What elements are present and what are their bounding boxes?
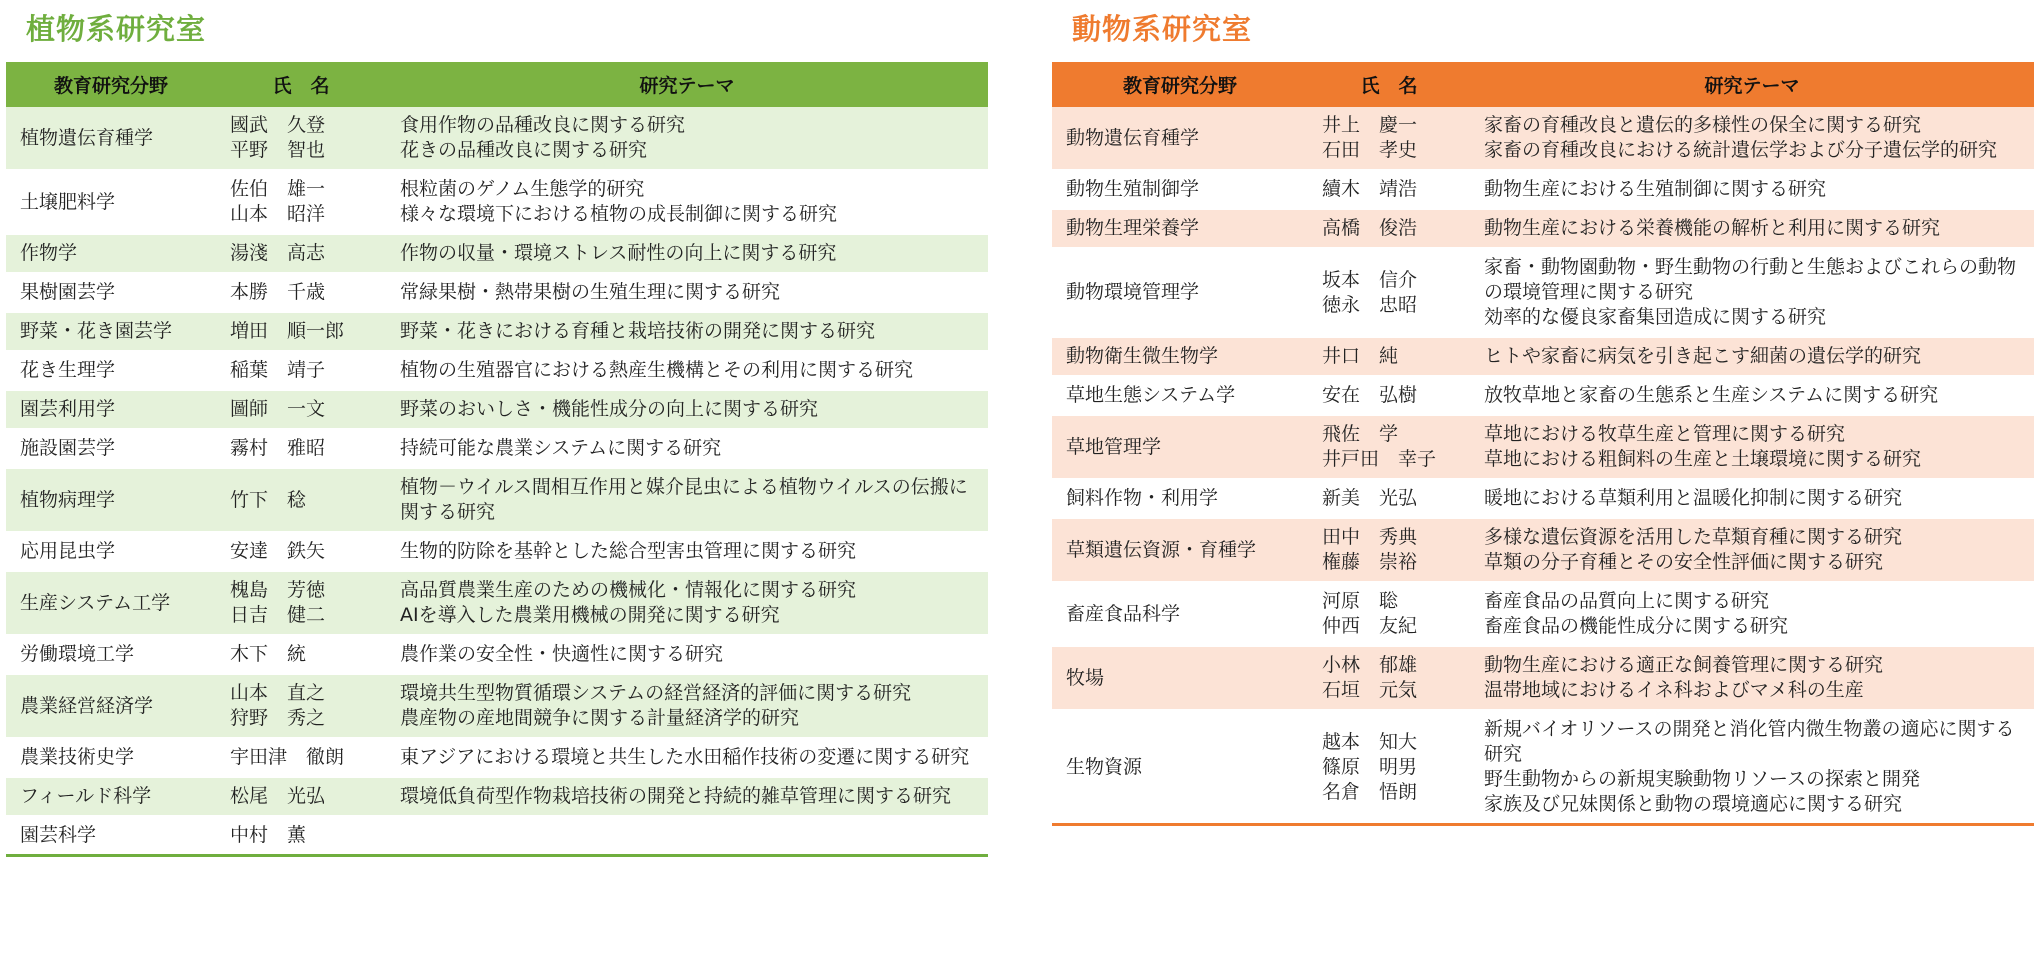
research-theme: 高品質農業生産のための機械化・情報化に関する研究 bbox=[400, 579, 857, 601]
research-theme: 農産物の産地間競争に関する計量経済学的研究 bbox=[400, 707, 800, 729]
animal-lab-table bbox=[1052, 62, 2034, 826]
member-name: 石垣 元気 bbox=[1322, 679, 1418, 701]
field-cell: 作物学 bbox=[6, 234, 216, 273]
member-name: 木下 統 bbox=[230, 643, 307, 665]
name-cell bbox=[1308, 248, 1470, 337]
name-cell bbox=[216, 351, 386, 390]
field-cell: 労働環境工学 bbox=[6, 635, 216, 674]
theme-cell bbox=[1470, 376, 2034, 415]
member-name: 平野 智也 bbox=[230, 139, 326, 161]
table-row bbox=[1052, 518, 2034, 582]
name-cell bbox=[216, 468, 386, 532]
header-name: 氏 名 bbox=[1308, 62, 1470, 107]
field-cell: 飼料作物・利用学 bbox=[1052, 479, 1308, 518]
theme-cell bbox=[386, 532, 988, 571]
name-cell bbox=[1308, 710, 1470, 825]
table-row bbox=[6, 107, 988, 170]
table-row bbox=[1052, 415, 2034, 479]
header-theme: 研究テーマ bbox=[386, 62, 988, 107]
theme-cell bbox=[1470, 518, 2034, 582]
field-cell: 動物衛生微生物学 bbox=[1052, 337, 1308, 376]
plant-lab-table bbox=[6, 62, 988, 857]
table-row bbox=[6, 635, 988, 674]
research-theme: 生物的防除を基幹とした総合型害虫管理に関する研究 bbox=[400, 540, 857, 562]
table-header-row bbox=[6, 62, 988, 107]
member-name: 續木 靖浩 bbox=[1322, 178, 1418, 200]
field-cell: 草地管理学 bbox=[1052, 415, 1308, 479]
research-theme: 環境共生型物質循環システムの経営経済的評価に関する研究 bbox=[400, 682, 912, 704]
table-header-row bbox=[1052, 62, 2034, 107]
member-name: 佐伯 雄一 bbox=[230, 178, 326, 200]
table-row bbox=[6, 429, 988, 468]
member-name: 國武 久登 bbox=[230, 114, 326, 136]
member-name: 霧村 雅昭 bbox=[230, 437, 326, 459]
name-cell bbox=[1308, 582, 1470, 646]
research-theme: 持続可能な農業システムに関する研究 bbox=[400, 437, 722, 459]
research-theme: 動物生産における適正な飼養管理に関する研究 bbox=[1484, 654, 1884, 676]
research-theme: 暖地における草類利用と温暖化抑制に関する研究 bbox=[1484, 487, 1903, 509]
table-row bbox=[6, 571, 988, 635]
research-theme: 食用作物の品種改良に関する研究 bbox=[400, 114, 686, 136]
field-cell: 施設園芸学 bbox=[6, 429, 216, 468]
plant-section-title: 植物系研究室 bbox=[26, 12, 207, 46]
member-name: 湯淺 高志 bbox=[230, 242, 326, 264]
name-cell bbox=[1308, 337, 1470, 376]
field-cell: 動物生理栄養学 bbox=[1052, 209, 1308, 248]
theme-cell bbox=[386, 635, 988, 674]
field-cell: 草類遺伝資源・育種学 bbox=[1052, 518, 1308, 582]
field-cell: フィールド科学 bbox=[6, 777, 216, 816]
name-cell bbox=[1308, 646, 1470, 710]
name-cell bbox=[216, 635, 386, 674]
theme-cell bbox=[1470, 209, 2034, 248]
table-row bbox=[1052, 107, 2034, 170]
animal-section-title: 動物系研究室 bbox=[1072, 12, 1253, 46]
field-cell: 農業技術史学 bbox=[6, 738, 216, 777]
name-cell bbox=[216, 777, 386, 816]
member-name: 増田 順一郎 bbox=[230, 320, 345, 342]
name-cell bbox=[216, 532, 386, 571]
member-name: 圖師 一文 bbox=[230, 398, 326, 420]
table-row bbox=[1052, 376, 2034, 415]
table-row bbox=[6, 816, 988, 856]
member-name: 越本 知大 bbox=[1322, 730, 1418, 753]
member-name: 井口 純 bbox=[1322, 345, 1399, 367]
theme-cell bbox=[386, 107, 988, 170]
theme-cell bbox=[1470, 337, 2034, 376]
field-cell: 生産システム工学 bbox=[6, 571, 216, 635]
member-name: 槐島 芳徳 bbox=[230, 579, 326, 601]
theme-cell bbox=[386, 738, 988, 777]
table-row bbox=[6, 390, 988, 429]
member-name: 日吉 健二 bbox=[230, 604, 326, 626]
name-cell bbox=[1308, 479, 1470, 518]
research-theme: 作物の収量・環境ストレス耐性の向上に関する研究 bbox=[400, 242, 837, 264]
table-row bbox=[6, 532, 988, 571]
research-theme: 植物－ウイルス間相互作用と媒介昆虫による植物ウイルスの伝搬に関する研究 bbox=[400, 476, 968, 523]
header-field: 教育研究分野 bbox=[1052, 62, 1308, 107]
header-name: 氏 名 bbox=[216, 62, 386, 107]
research-theme: AIを導入した農業用機械の開発に関する研究 bbox=[400, 604, 780, 626]
field-cell: 園芸利用学 bbox=[6, 390, 216, 429]
field-cell: 野菜・花き園芸学 bbox=[6, 312, 216, 351]
theme-cell bbox=[386, 777, 988, 816]
research-theme: 常緑果樹・熱帯果樹の生殖生理に関する研究 bbox=[400, 281, 781, 303]
research-theme: 野菜のおいしさ・機能性成分の向上に関する研究 bbox=[400, 398, 819, 420]
table-row bbox=[1052, 248, 2034, 337]
member-name: 権藤 崇裕 bbox=[1322, 551, 1418, 573]
research-theme: 家族及び兄妹関係と動物の環境適応に関する研究 bbox=[1484, 793, 1903, 815]
member-name: 徳永 忠昭 bbox=[1322, 293, 1418, 316]
animal-table-body bbox=[1052, 107, 2034, 825]
theme-cell bbox=[1470, 479, 2034, 518]
header-field: 教育研究分野 bbox=[6, 62, 216, 107]
theme-cell bbox=[1470, 710, 2034, 825]
field-cell: 牧場 bbox=[1052, 646, 1308, 710]
theme-cell bbox=[386, 468, 988, 532]
field-cell: 動物遺伝育種学 bbox=[1052, 107, 1308, 170]
research-theme: 根粒菌のゲノム生態学的研究 bbox=[400, 178, 645, 200]
field-cell: 応用昆虫学 bbox=[6, 532, 216, 571]
header-theme: 研究テーマ bbox=[1470, 62, 2034, 107]
table-row bbox=[6, 738, 988, 777]
table-row bbox=[6, 674, 988, 738]
field-cell: 園芸科学 bbox=[6, 816, 216, 856]
field-cell: 植物病理学 bbox=[6, 468, 216, 532]
member-name: 安達 鉄矢 bbox=[230, 540, 326, 562]
theme-cell bbox=[386, 234, 988, 273]
table-row bbox=[1052, 710, 2034, 825]
name-cell bbox=[216, 312, 386, 351]
name-cell bbox=[216, 234, 386, 273]
field-cell: 農業経営経済学 bbox=[6, 674, 216, 738]
name-cell bbox=[216, 273, 386, 312]
research-theme: 東アジアにおける環境と共生した水田稲作技術の変遷に関する研究 bbox=[400, 746, 970, 768]
table-row bbox=[6, 351, 988, 390]
research-theme: 家畜の育種改良と遺伝的多様性の保全に関する研究 bbox=[1484, 114, 1922, 136]
member-name: 名倉 悟朗 bbox=[1322, 780, 1418, 803]
member-name: 坂本 信介 bbox=[1322, 268, 1418, 291]
theme-cell bbox=[386, 390, 988, 429]
theme-cell bbox=[386, 429, 988, 468]
name-cell bbox=[1308, 376, 1470, 415]
member-name: 新美 光弘 bbox=[1322, 487, 1418, 509]
research-theme: 放牧草地と家畜の生態系と生産システムに関する研究 bbox=[1484, 384, 1939, 406]
theme-cell bbox=[386, 571, 988, 635]
member-name: 河原 聡 bbox=[1322, 590, 1399, 612]
name-cell bbox=[216, 429, 386, 468]
research-theme: ヒトや家畜に病気を引き起こす細菌の遺伝学的研究 bbox=[1484, 345, 1922, 367]
field-cell: 果樹園芸学 bbox=[6, 273, 216, 312]
research-theme: 動物生産における栄養機能の解析と利用に関する研究 bbox=[1484, 217, 1941, 239]
table-row bbox=[6, 468, 988, 532]
member-name: 山本 直之 bbox=[230, 682, 326, 704]
table-row bbox=[1052, 479, 2034, 518]
plant-table-body bbox=[6, 107, 988, 856]
theme-cell bbox=[1470, 248, 2034, 337]
member-name: 田中 秀典 bbox=[1322, 526, 1418, 548]
theme-cell bbox=[1470, 107, 2034, 170]
member-name: 井上 慶一 bbox=[1322, 114, 1418, 136]
field-cell: 花き生理学 bbox=[6, 351, 216, 390]
theme-cell bbox=[1470, 582, 2034, 646]
theme-cell bbox=[1470, 646, 2034, 710]
member-name: 安在 弘樹 bbox=[1322, 384, 1418, 406]
theme-cell bbox=[386, 312, 988, 351]
member-name: 井戸田 幸子 bbox=[1322, 448, 1437, 470]
theme-cell bbox=[386, 816, 988, 856]
member-name: 宇田津 徹朗 bbox=[230, 746, 345, 768]
field-cell: 生物資源 bbox=[1052, 710, 1308, 825]
research-theme: 草地における粗飼料の生産と土壌環境に関する研究 bbox=[1484, 448, 1922, 470]
field-cell: 草地生態システム学 bbox=[1052, 376, 1308, 415]
research-theme: 畜産食品の品質向上に関する研究 bbox=[1484, 590, 1770, 612]
research-theme: 草地における牧草生産と管理に関する研究 bbox=[1484, 423, 1846, 445]
table-row bbox=[1052, 582, 2034, 646]
research-theme: 様々な環境下における植物の成長制御に関する研究 bbox=[400, 203, 838, 225]
research-theme: 植物の生殖器官における熱産生機構とその利用に関する研究 bbox=[400, 359, 914, 381]
name-cell bbox=[1308, 209, 1470, 248]
table-row bbox=[1052, 337, 2034, 376]
member-name: 山本 昭洋 bbox=[230, 203, 326, 225]
table-row bbox=[1052, 170, 2034, 209]
name-cell bbox=[216, 107, 386, 170]
table-row bbox=[6, 234, 988, 273]
member-name: 竹下 稔 bbox=[230, 488, 307, 511]
field-cell: 植物遺伝育種学 bbox=[6, 107, 216, 170]
member-name: 小林 郁雄 bbox=[1322, 654, 1418, 676]
name-cell bbox=[216, 170, 386, 234]
member-name: 石田 孝史 bbox=[1322, 139, 1418, 161]
research-theme: 温帯地域におけるイネ科およびマメ科の生産 bbox=[1484, 679, 1864, 701]
table-row bbox=[6, 170, 988, 234]
member-name: 稲葉 靖子 bbox=[230, 359, 326, 381]
member-name: 松尾 光弘 bbox=[230, 785, 326, 807]
name-cell bbox=[216, 571, 386, 635]
theme-cell bbox=[386, 170, 988, 234]
member-name: 中村 薫 bbox=[230, 824, 307, 846]
member-name: 狩野 秀之 bbox=[230, 707, 326, 729]
name-cell bbox=[216, 390, 386, 429]
name-cell bbox=[1308, 107, 1470, 170]
theme-cell bbox=[386, 674, 988, 738]
field-cell: 動物環境管理学 bbox=[1052, 248, 1308, 337]
table-row bbox=[1052, 209, 2034, 248]
research-theme: 野菜・花きにおける育種と栽培技術の開発に関する研究 bbox=[400, 320, 876, 342]
research-theme: 効率的な優良家畜集団造成に関する研究 bbox=[1484, 306, 1827, 328]
field-cell: 土壌肥料学 bbox=[6, 170, 216, 234]
member-name: 飛佐 学 bbox=[1322, 423, 1399, 445]
research-theme: 動物生産における生殖制御に関する研究 bbox=[1484, 178, 1827, 200]
theme-cell bbox=[386, 351, 988, 390]
theme-cell bbox=[1470, 170, 2034, 209]
table-row bbox=[1052, 646, 2034, 710]
theme-cell bbox=[1470, 415, 2034, 479]
research-theme: 家畜の育種改良における統計遺伝学および分子遺伝学的研究 bbox=[1484, 139, 1998, 161]
member-name: 高橋 俊浩 bbox=[1322, 217, 1418, 239]
theme-cell bbox=[386, 273, 988, 312]
name-cell bbox=[1308, 415, 1470, 479]
name-cell bbox=[1308, 518, 1470, 582]
research-theme: 家畜・動物園動物・野生動物の行動と生態およびこれらの動物の環境管理に関する研究 bbox=[1484, 256, 2017, 303]
table-row bbox=[6, 777, 988, 816]
field-cell: 動物生殖制御学 bbox=[1052, 170, 1308, 209]
member-name: 仲西 友紀 bbox=[1322, 615, 1418, 637]
research-theme: 多様な遺伝資源を活用した草類育種に関する研究 bbox=[1484, 526, 1903, 548]
research-theme: 草類の分子育種とその安全性評価に関する研究 bbox=[1484, 551, 1884, 573]
member-name: 本勝 千歳 bbox=[230, 281, 326, 303]
table-row bbox=[6, 312, 988, 351]
field-cell: 畜産食品科学 bbox=[1052, 582, 1308, 646]
name-cell bbox=[216, 738, 386, 777]
research-theme: 農作業の安全性・快適性に関する研究 bbox=[400, 643, 724, 665]
research-theme: 環境低負荷型作物栽培技術の開発と持続的雑草管理に関する研究 bbox=[400, 785, 952, 807]
research-theme: 野生動物からの新規実験動物リソースの探索と開発 bbox=[1484, 768, 1921, 790]
name-cell bbox=[216, 816, 386, 856]
research-theme: 畜産食品の機能性成分に関する研究 bbox=[1484, 615, 1789, 637]
member-name: 篠原 明男 bbox=[1322, 755, 1418, 778]
table-row bbox=[6, 273, 988, 312]
research-theme: 花きの品種改良に関する研究 bbox=[400, 139, 648, 161]
name-cell bbox=[1308, 170, 1470, 209]
name-cell bbox=[216, 674, 386, 738]
research-theme: 新規バイオリソースの開発と消化管内微生物叢の適応に関する研究 bbox=[1484, 718, 2015, 765]
